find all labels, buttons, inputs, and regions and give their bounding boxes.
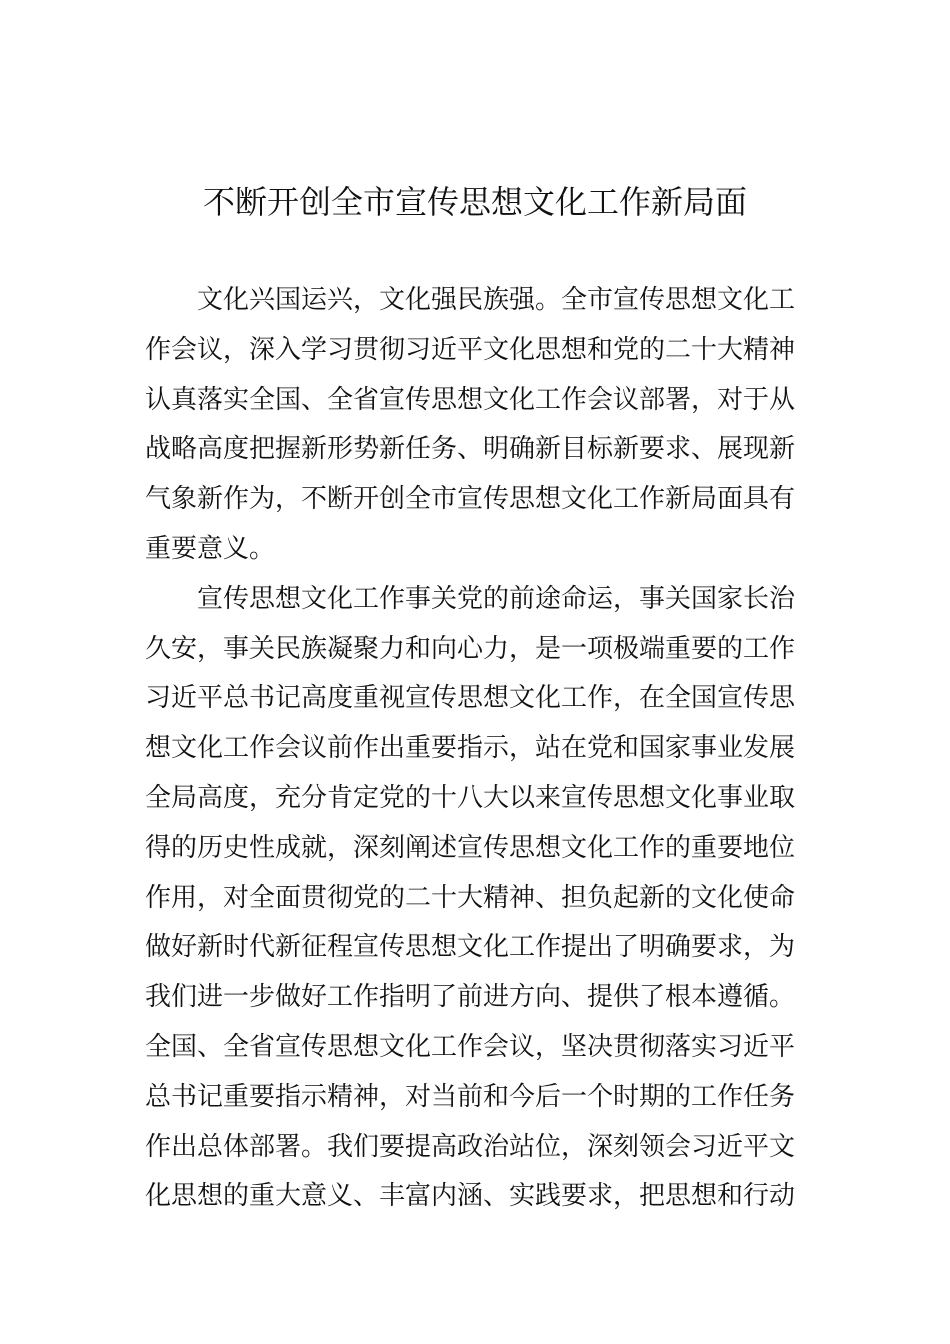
paragraph-2-line-11: 总书记重要指示精神，对当前和今后一个时期的工作任务	[145, 1081, 796, 1112]
paragraph-1-line-2: 作会议，深入学习贯彻习近平文化思想和党的二十大精神	[145, 334, 796, 365]
paragraph-2-line-7: 作用，对全面贯彻党的二十大精神、担负起新的文化使命	[145, 882, 796, 913]
paragraph-1-line-6: 重要意义。	[145, 533, 276, 564]
paragraph-1-line-3: 认真落实全国、全省宣传思想文化工作会议部署，对于从	[145, 384, 796, 415]
paragraph-2-line-13: 化思想的重大意义、丰富内涵、实践要求，把思想和行动	[145, 1181, 796, 1212]
paragraph-2-line-10: 全国、全省宣传思想文化工作会议，坚决贯彻落实习近平	[145, 1031, 796, 1062]
paragraph-2-line-9: 我们进一步做好工作指明了前进方向、提供了根本遵循。	[145, 982, 796, 1013]
paragraph-2-line-3: 习近平总书记高度重视宣传思想文化工作，在全国宣传思	[145, 683, 796, 714]
paragraph-2-line-4: 想文化工作会议前作出重要指示，站在党和国家事业发展	[145, 733, 796, 764]
paragraph-1-line-1: 文化兴国运兴，文化强民族强。全市宣传思想文化工	[197, 285, 796, 315]
paragraph-1-line-5: 气象新作为，不断开创全市宣传思想文化工作新局面具有	[145, 484, 796, 515]
paragraph-2-line-5: 全局高度，充分肯定党的十八大以来宣传思想文化事业取	[145, 782, 796, 813]
document-body	[145, 276, 810, 1222]
paragraph-2-line-2: 久安，事关民族凝聚力和向心力，是一项极端重要的工作	[145, 633, 796, 664]
paragraph-2-line-8: 做好新时代新征程宣传思想文化工作提出了明确要求，为	[145, 932, 796, 963]
paragraph-1-line-4: 战略高度把握新形势新任务、明确新目标新要求、展现新	[145, 434, 796, 465]
paragraph-2-line-6: 得的历史性成就，深刻阐述宣传思想文化工作的重要地位	[145, 832, 796, 863]
document-title: 不断开创全市宣传思想文化工作新局面	[202, 183, 747, 221]
paragraph-2-line-12: 作出总体部署。我们要提高政治站位，深刻领会习近平文	[145, 1131, 796, 1162]
paragraph-2-line-1: 宣传思想文化工作事关党的前途命运，事关国家长治	[197, 583, 796, 614]
